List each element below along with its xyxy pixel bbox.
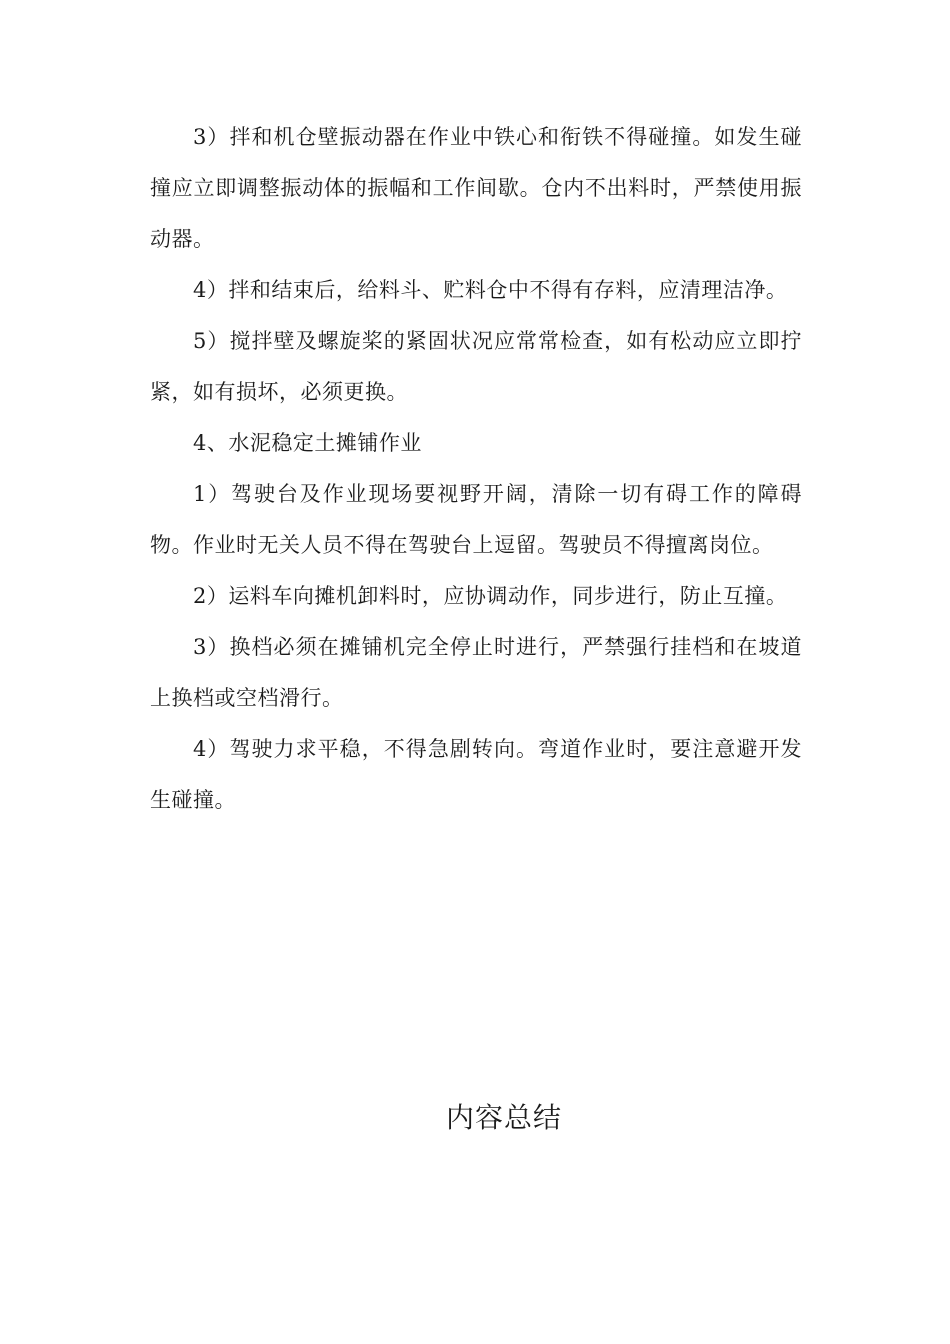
paragraph-gear-shift: 3）换档必须在摊铺机完全停止时进行，严禁强行挂档和在坡道上换档或空档滑行。 — [150, 635, 802, 710]
section-heading-paving: 4、水泥稳定土摊铺作业 — [193, 431, 422, 455]
paragraph-mixing-end: 4）拌和结束后，给料斗、贮料仓中不得有存料，应清理洁净。 — [193, 278, 788, 302]
document-body — [150, 112, 802, 826]
paragraph-unloading: 2）运料车向摊机卸料时，应协调动作，同步进行，防止互撞。 — [193, 584, 788, 608]
paragraph-mixer-vibrator: 3）拌和机仓壁振动器在作业中铁心和衔铁不得碰撞。如发生碰撞应立即调整振动体的振幅和工作间歇。仓内不出料时，严禁使用振动器。 — [150, 125, 802, 251]
summary-heading: 内容总结 — [445, 1101, 562, 1134]
paragraph-steering: 4）驾驶力求平稳，不得急剧转向。弯道作业时，要注意避开发生碰撞。 — [150, 737, 802, 812]
paragraph-stirring-blades: 5）搅拌壁及螺旋桨的紧固状况应常常检查，如有松动应立即拧紧，如有损坏，必须更换。 — [150, 329, 802, 404]
paragraph-driver-cab: 1）驾驶台及作业现场要视野开阔，清除一切有碍工作的障碍物。作业时无关人员不得在驾驶台上逗留。驾驶员不得擅离岗位。 — [150, 482, 802, 557]
